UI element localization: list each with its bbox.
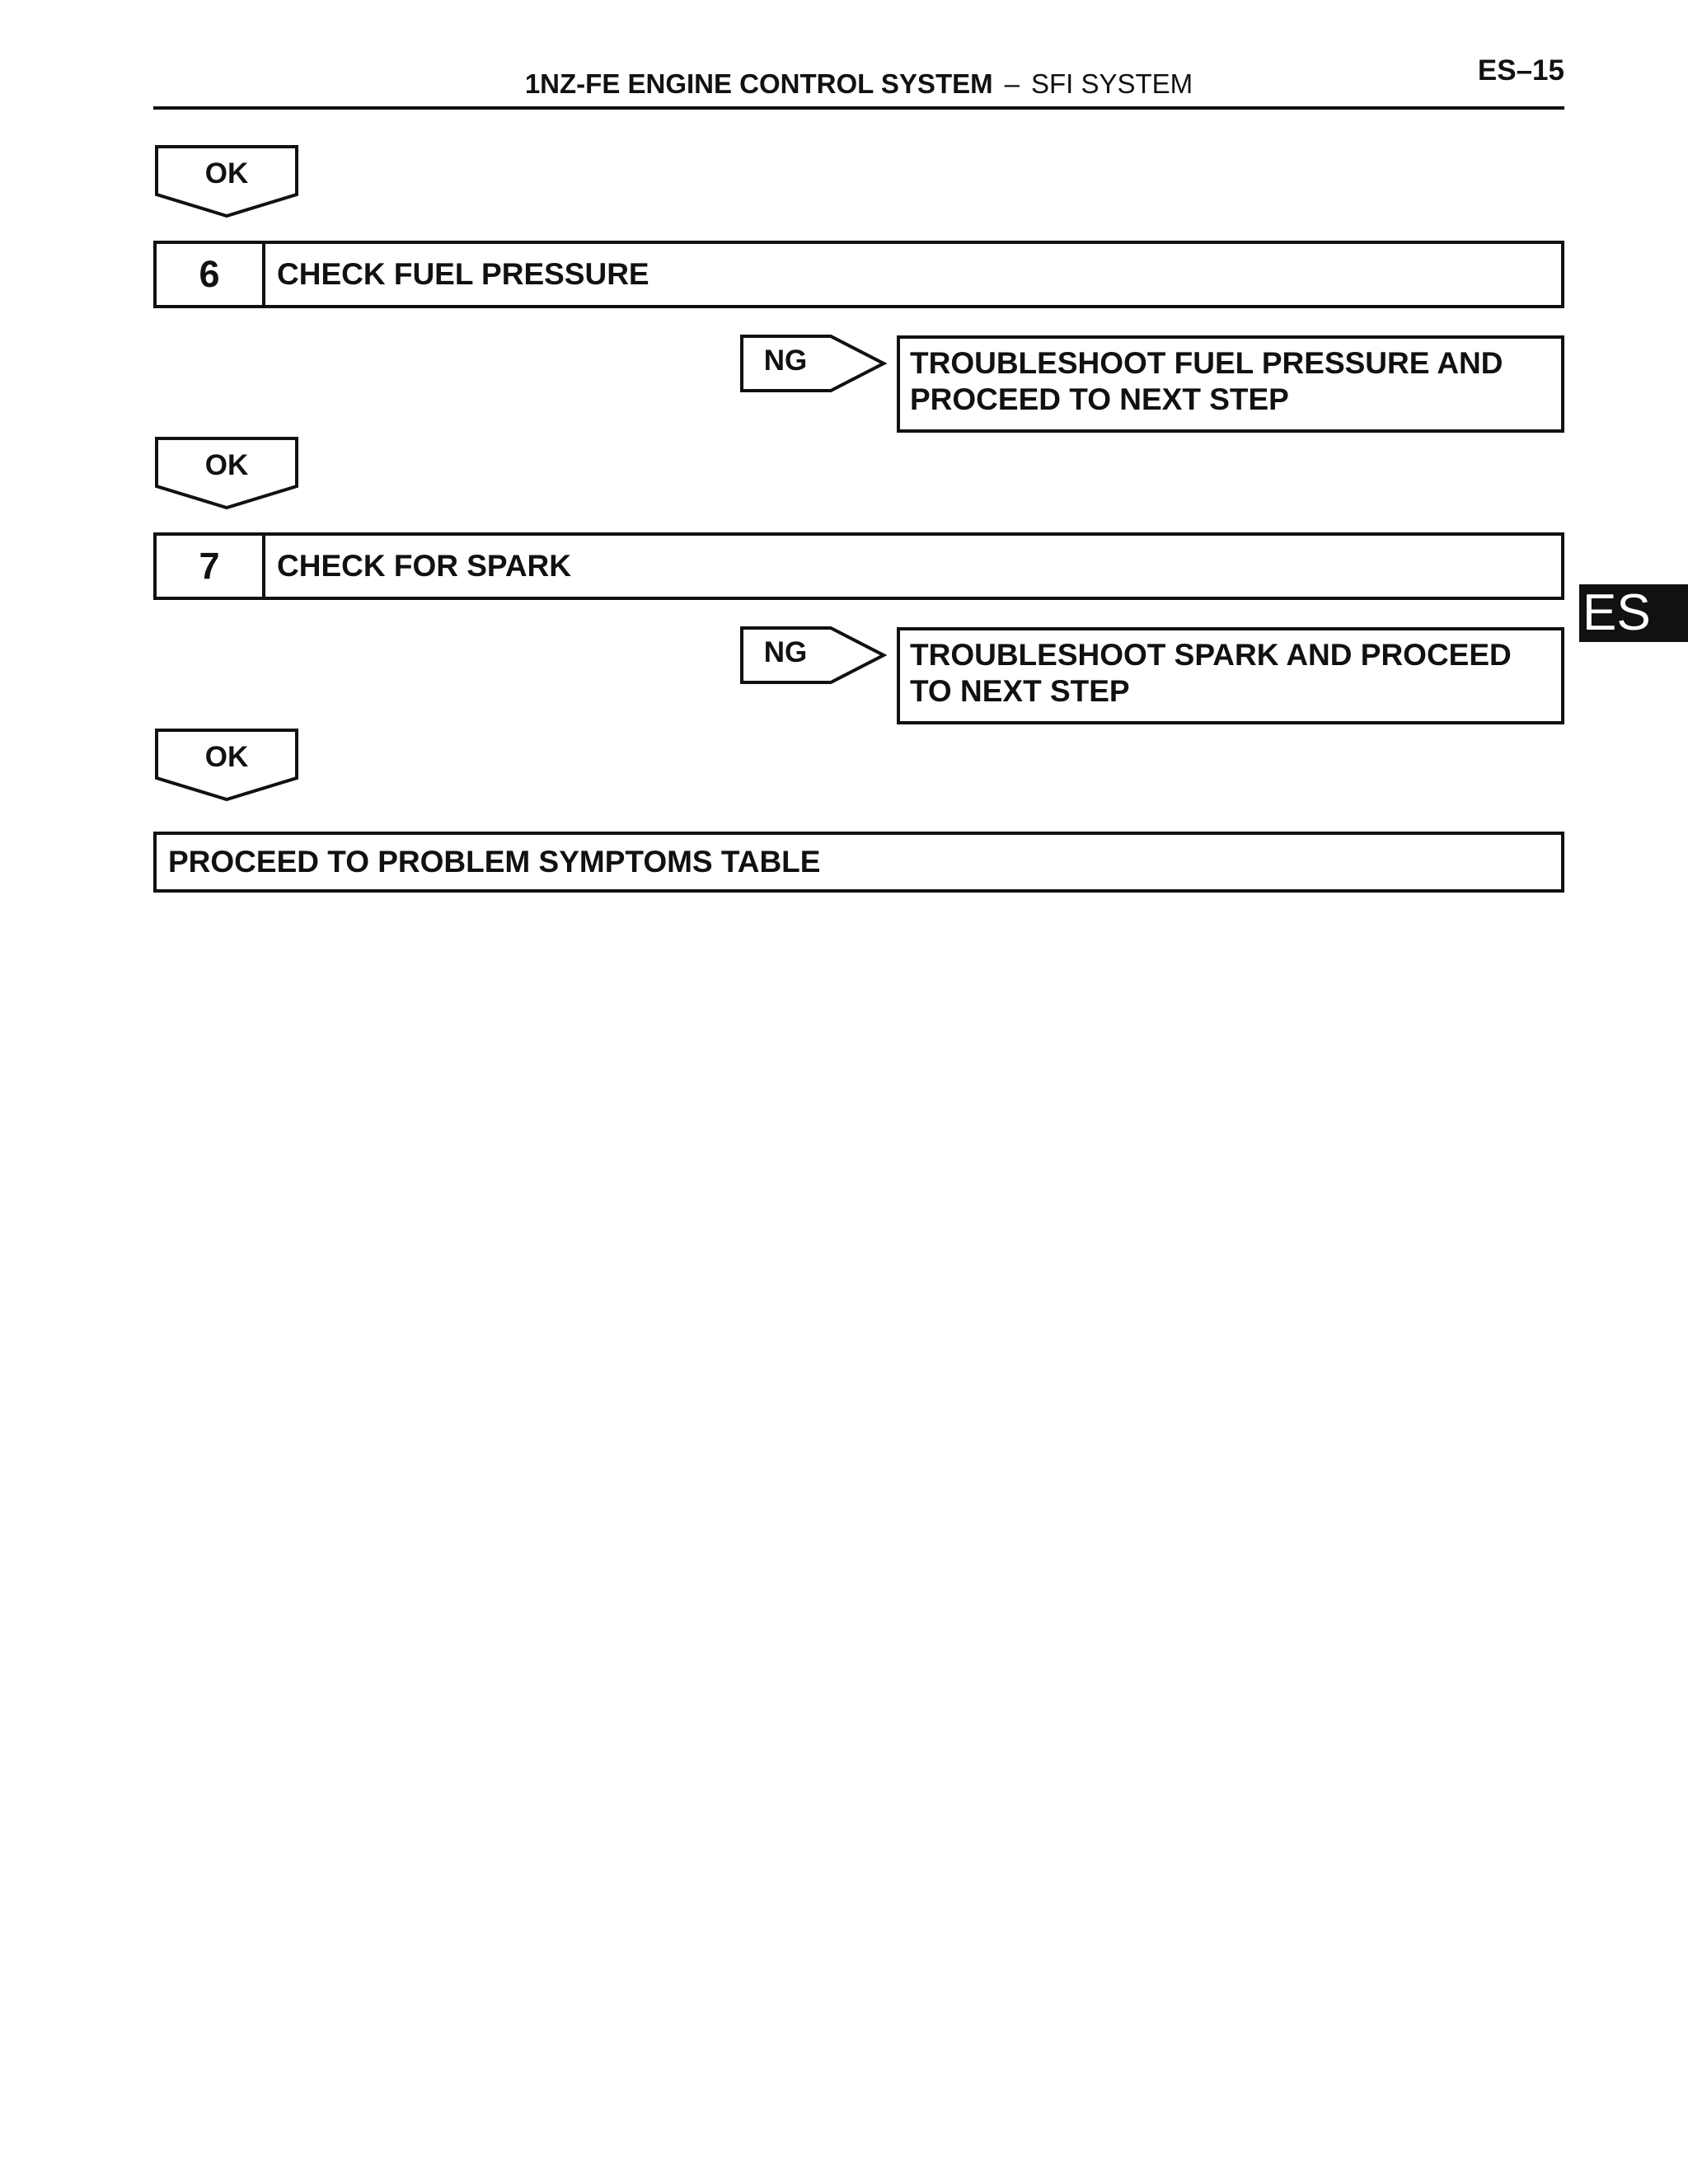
- section-title: 1NZ-FE ENGINE CONTROL SYSTEM: [524, 68, 993, 99]
- ng-action-box-6: [897, 335, 1564, 433]
- section-side-tab: ES: [1579, 584, 1688, 642]
- page-header-title: [153, 68, 1564, 100]
- ok-label: OK: [204, 157, 249, 190]
- ok-arrow-badge: [155, 437, 298, 511]
- header-divider: [153, 106, 1564, 110]
- ng-action-line: TROUBLESHOOT SPARK AND PROCEED: [910, 638, 1512, 672]
- ng-action-line: TO NEXT STEP: [910, 674, 1130, 708]
- step-title: CHECK FOR SPARK: [277, 549, 571, 583]
- ng-arrow-badge: [740, 335, 887, 392]
- ng-label: NG: [763, 636, 808, 668]
- step-title: CHECK FUEL PRESSURE: [277, 257, 649, 291]
- ng-label: NG: [763, 344, 808, 377]
- step-box-6: [153, 241, 1564, 308]
- ng-action-box-7: [897, 627, 1564, 724]
- step-number: 7: [157, 536, 265, 597]
- page-number: ES–15: [1477, 54, 1564, 87]
- ok-arrow-badge: [155, 729, 298, 803]
- step-box-7: [153, 532, 1564, 600]
- ok-label: OK: [204, 741, 249, 773]
- ok-arrow-badge: [155, 145, 298, 219]
- subsection-title: SFI SYSTEM: [1030, 68, 1193, 99]
- ok-label: OK: [204, 449, 249, 481]
- title-separator: –: [1004, 68, 1020, 99]
- ng-action-line: TROUBLESHOOT FUEL PRESSURE AND: [910, 346, 1503, 380]
- step-number: 6: [157, 244, 265, 305]
- ng-action-line: PROCEED TO NEXT STEP: [910, 382, 1289, 416]
- final-step-box: PROCEED TO PROBLEM SYMPTOMS TABLE: [153, 832, 1564, 893]
- ng-arrow-badge: [740, 626, 887, 684]
